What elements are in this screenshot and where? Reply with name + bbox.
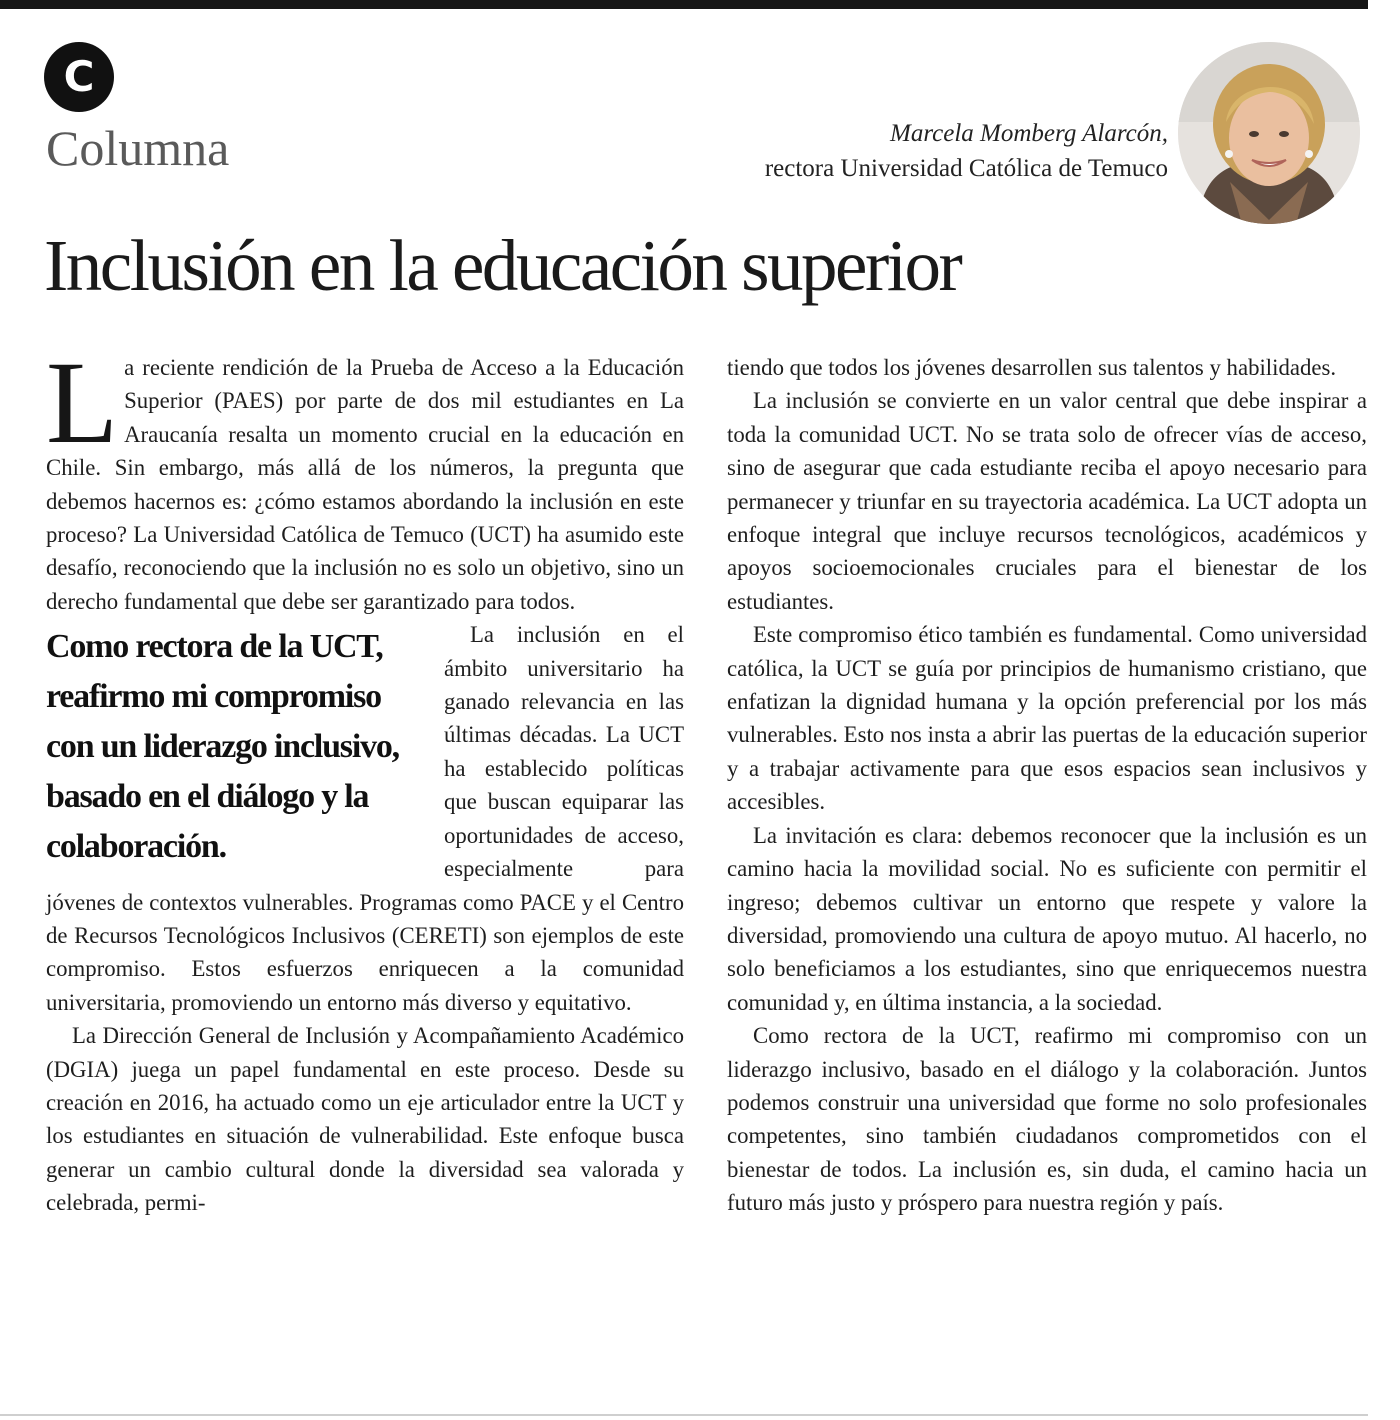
paragraph-1 bbox=[46, 337, 684, 618]
pull-quote: Como rectora de la UCT, reafirmo mi compromiso con un liderazgo inclusivo, basado en el diálogo y la colaboración. bbox=[46, 628, 399, 866]
paragraph-3: La Dirección General de Inclusión y Acompañamiento Académico (DGIA) juega un papel fundamental en este proceso. Desde su creación en 2016, ha actuado como un eje articulador entre la UCT y los estudiantes en situación de vulnerabilidad. Este enfoque busca generar un cambio cultural donde la diversidad sea valorada y celebrada, permi- bbox=[46, 1023, 684, 1216]
bottom-rule bbox=[0, 1414, 1368, 1416]
author-name: Marcela Momberg Alarcón, bbox=[890, 120, 1168, 147]
paragraph-1-text: a reciente rendición de la Prueba de Acceso a la Educación Superior (PAES) por parte de dos mil estudiantes en La Araucanía resalta un momento crucial en la educación en Chile. Sin embargo, más allá de los números, la pregunta que debemos hacernos es: ¿cómo estamos abordando la inclusión en este proceso? La Universidad Católica de Temuco (UCT) ha asumido este desafío, reconociendo que la inclusión no es solo un objetivo, sino un derecho fundamental que debe ser garantizado para todos. bbox=[46, 355, 684, 614]
paragraph-3-continued: tiendo que todos los jóvenes desarrollen sus talentos y habilidades. bbox=[727, 355, 1337, 380]
author-photo bbox=[1178, 42, 1360, 224]
article-column-left bbox=[46, 337, 684, 1220]
article-column-right bbox=[727, 351, 1367, 1220]
paragraph-2 bbox=[46, 618, 684, 1019]
author-portrait-image bbox=[1178, 42, 1360, 224]
paragraph-6: La invitación es clara: debemos reconocer que la inclusión es un camino hacia la movilidad social. No es suficiente con permitir el ingreso; debemos cultivar un entorno que respete y valore la diversidad, promoviendo una cultura de apoyo mutuo. Al hacerlo, no solo beneficiamos a los estudiantes, sino que enriquecemos nuestra comunidad y, en última instancia, a la sociedad. bbox=[727, 822, 1367, 1015]
author-role: rectora Universidad Católica de Temuco bbox=[764, 155, 1168, 182]
logo-letter: C bbox=[63, 52, 95, 101]
top-rule bbox=[0, 0, 1368, 9]
author-byline bbox=[765, 116, 1168, 186]
section-label: Columna bbox=[46, 120, 230, 176]
article-headline: Inclusión en la educación superior bbox=[44, 225, 961, 306]
column-logo-badge bbox=[44, 42, 114, 112]
paragraph-4: La inclusión se convierte en un valor central que debe inspirar a toda la comunidad UCT. No se trata solo de ofrecer vías de acceso, sino de asegurar que cada estudiante reciba el apoyo necesario para permanecer y triunfar en su trayectoria académica. La UCT adopta un enfoque integral que incluye recursos tecnológicos, académicos y apoyos socioemocionales cruciales para el bienestar de los estudiantes. bbox=[727, 388, 1367, 614]
paragraph-2-text: La inclusión en el ámbito universitario ha ganado relevancia en las últimas décadas. La UCT ha establecido políticas que buscan equiparar las oportunidades de acceso, especialmente para jóvenes de contextos vulnerables. Programas como PACE y el Centro de Recursos Tecnológicos Inclusivos (CERETI) son ejemplos de este compromiso. Estos esfuerzos enriquecen a la comunidad universitaria, promoviendo un entorno más diverso y equitativo. bbox=[46, 622, 684, 1015]
paragraph-7: Como rectora de la UCT, reafirmo mi compromiso con un liderazgo inclusivo, basado en el diálogo y la colaboración. Juntos podemos construir una universidad que forme no solo profesionales competentes, sino también ciudadanos comprometidos con el bienestar de todos. La inclusión es, sin duda, el camino hacia un futuro más justo y próspero para nuestra región y país. bbox=[727, 1023, 1367, 1216]
drop-cap: L bbox=[46, 337, 119, 468]
paragraph-5: Este compromiso ético también es fundamental. Como universidad católica, la UCT se guía por principios de humanismo cristiano, que enfatizan la dignidad humana y la opción preferencial por los más vulnerables. Esto nos insta a abrir las puertas de la educación superior y a trabajar activamente para que esos espacios sean inclusivos y accesibles. bbox=[727, 622, 1367, 815]
